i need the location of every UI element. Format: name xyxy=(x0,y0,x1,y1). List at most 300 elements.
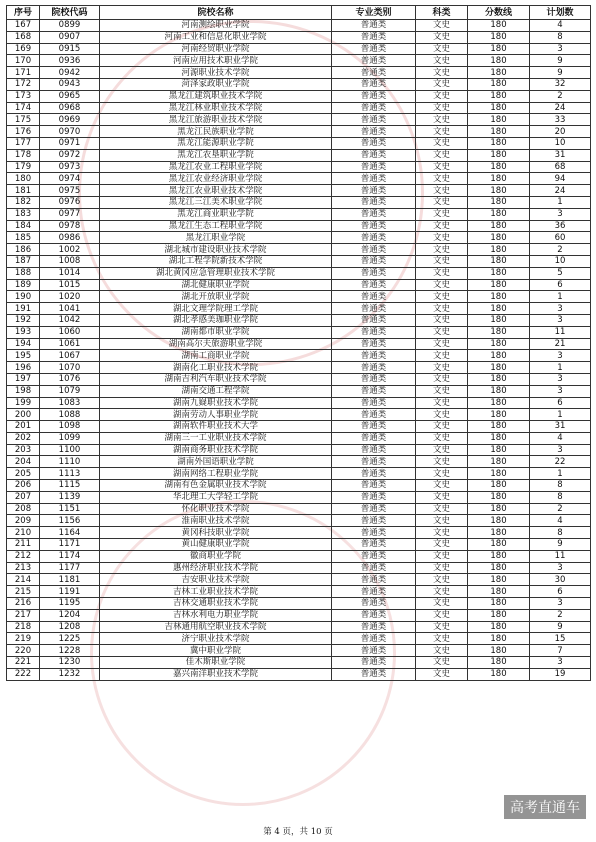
cell-index: 191 xyxy=(7,303,40,315)
cell-index: 208 xyxy=(7,503,40,515)
cell-score-line: 180 xyxy=(468,586,530,598)
cell-school-name: 黑龙江农垦职业学院 xyxy=(100,149,332,161)
cell-school-name: 湖南高尔夫旅游职业学院 xyxy=(100,338,332,350)
cell-school-code: 0978 xyxy=(40,220,100,232)
cell-school-name: 湖北开放职业学院 xyxy=(100,291,332,303)
cell-score-line: 180 xyxy=(468,173,530,185)
cell-score-line: 180 xyxy=(468,149,530,161)
cell-school-name: 黑龙江农业工程职业学院 xyxy=(100,161,332,173)
cell-score-line: 180 xyxy=(468,503,530,515)
cell-major-category: 普通类 xyxy=(332,397,416,409)
cell-index: 194 xyxy=(7,338,40,350)
cell-school-name: 黄山健康职业学院 xyxy=(100,539,332,551)
cell-school-name: 河源职业技术学院 xyxy=(100,67,332,79)
table-row xyxy=(7,409,591,421)
cell-plan-count: 4 xyxy=(530,20,591,32)
cell-index: 188 xyxy=(7,267,40,279)
cell-score-line: 180 xyxy=(468,208,530,220)
cell-plan-count: 33 xyxy=(530,114,591,126)
cell-index: 209 xyxy=(7,515,40,527)
cell-school-code: 1083 xyxy=(40,397,100,409)
cell-school-code: 1008 xyxy=(40,255,100,267)
cell-subject-type: 文史 xyxy=(416,633,468,645)
cell-plan-count: 10 xyxy=(530,137,591,149)
cell-score-line: 180 xyxy=(468,102,530,114)
table-header-row xyxy=(7,6,591,20)
cell-subject-type: 文史 xyxy=(416,657,468,669)
cell-subject-type: 文史 xyxy=(416,43,468,55)
cell-index: 168 xyxy=(7,31,40,43)
cell-school-code: 1230 xyxy=(40,657,100,669)
cell-subject-type: 文史 xyxy=(416,137,468,149)
cell-score-line: 180 xyxy=(468,279,530,291)
cell-index: 186 xyxy=(7,244,40,256)
cell-score-line: 180 xyxy=(468,90,530,102)
cell-school-code: 1042 xyxy=(40,314,100,326)
table-row xyxy=(7,314,591,326)
cell-index: 170 xyxy=(7,55,40,67)
cell-school-name: 湖南网络工程职业学院 xyxy=(100,468,332,480)
cell-school-name: 河南测绘职业学院 xyxy=(100,20,332,32)
cell-score-line: 180 xyxy=(468,314,530,326)
cell-school-code: 1041 xyxy=(40,303,100,315)
cell-major-category: 普通类 xyxy=(332,421,416,433)
cell-score-line: 180 xyxy=(468,491,530,503)
cell-school-name: 河南应用技术职业学院 xyxy=(100,55,332,67)
table-row xyxy=(7,137,591,149)
cell-major-category: 普通类 xyxy=(332,503,416,515)
cell-plan-count: 31 xyxy=(530,421,591,433)
cell-school-code: 1098 xyxy=(40,421,100,433)
cell-school-code: 1115 xyxy=(40,480,100,492)
table-row xyxy=(7,574,591,586)
cell-subject-type: 文史 xyxy=(416,161,468,173)
cell-school-code: 0969 xyxy=(40,114,100,126)
cell-plan-count: 3 xyxy=(530,444,591,456)
cell-school-name: 吉林水利电力职业学院 xyxy=(100,609,332,621)
cell-subject-type: 文史 xyxy=(416,279,468,291)
cell-plan-count: 7 xyxy=(530,645,591,657)
table-row xyxy=(7,539,591,551)
cell-plan-count: 9 xyxy=(530,55,591,67)
cell-major-category: 普通类 xyxy=(332,244,416,256)
cell-plan-count: 10 xyxy=(530,255,591,267)
cell-subject-type: 文史 xyxy=(416,303,468,315)
cell-major-category: 普通类 xyxy=(332,574,416,586)
table-row xyxy=(7,208,591,220)
cell-plan-count: 24 xyxy=(530,185,591,197)
cell-subject-type: 文史 xyxy=(416,432,468,444)
cell-plan-count: 8 xyxy=(530,480,591,492)
table-row xyxy=(7,126,591,138)
cell-score-line: 180 xyxy=(468,43,530,55)
admission-table-sheet xyxy=(6,5,590,681)
cell-plan-count: 31 xyxy=(530,149,591,161)
table-row xyxy=(7,303,591,315)
cell-subject-type: 文史 xyxy=(416,208,468,220)
cell-plan-count: 2 xyxy=(530,90,591,102)
cell-major-category: 普通类 xyxy=(332,456,416,468)
cell-major-category: 普通类 xyxy=(332,515,416,527)
cell-school-name: 黑龙江建筑职业技术学院 xyxy=(100,90,332,102)
cell-school-code: 0971 xyxy=(40,137,100,149)
table-row xyxy=(7,444,591,456)
cell-score-line: 180 xyxy=(468,350,530,362)
cell-school-code: 0943 xyxy=(40,78,100,90)
cell-school-name: 徽商职业学院 xyxy=(100,550,332,562)
cell-index: 221 xyxy=(7,657,40,669)
cell-plan-count: 9 xyxy=(530,67,591,79)
cell-score-line: 180 xyxy=(468,480,530,492)
cell-plan-count: 3 xyxy=(530,385,591,397)
table-row xyxy=(7,78,591,90)
cell-score-line: 180 xyxy=(468,185,530,197)
cell-index: 207 xyxy=(7,491,40,503)
cell-major-category: 普通类 xyxy=(332,255,416,267)
cell-score-line: 180 xyxy=(468,161,530,173)
cell-school-code: 1061 xyxy=(40,338,100,350)
cell-index: 177 xyxy=(7,137,40,149)
cell-school-name: 黑龙江旅游职业技术学院 xyxy=(100,114,332,126)
header-school-name: 院校名称 xyxy=(100,6,332,20)
cell-subject-type: 文史 xyxy=(416,491,468,503)
cell-subject-type: 文史 xyxy=(416,562,468,574)
cell-school-code: 1002 xyxy=(40,244,100,256)
cell-school-name: 黑龙江农业经济职业学院 xyxy=(100,173,332,185)
cell-index: 214 xyxy=(7,574,40,586)
cell-score-line: 180 xyxy=(468,137,530,149)
cell-subject-type: 文史 xyxy=(416,326,468,338)
cell-school-name: 湖南九嶷职业技术学院 xyxy=(100,397,332,409)
cell-major-category: 普通类 xyxy=(332,90,416,102)
cell-score-line: 180 xyxy=(468,397,530,409)
cell-school-name: 湖南劳动人事职业学院 xyxy=(100,409,332,421)
cell-plan-count: 8 xyxy=(530,527,591,539)
table-row xyxy=(7,468,591,480)
cell-major-category: 普通类 xyxy=(332,550,416,562)
cell-subject-type: 文史 xyxy=(416,586,468,598)
cell-school-code: 0970 xyxy=(40,126,100,138)
cell-school-code: 1113 xyxy=(40,468,100,480)
cell-school-name: 佳木斯职业学院 xyxy=(100,657,332,669)
cell-school-code: 1181 xyxy=(40,574,100,586)
table-row xyxy=(7,350,591,362)
cell-school-code: 1225 xyxy=(40,633,100,645)
table-row xyxy=(7,173,591,185)
cell-school-code: 1228 xyxy=(40,645,100,657)
cell-subject-type: 文史 xyxy=(416,515,468,527)
cell-index: 205 xyxy=(7,468,40,480)
cell-index: 169 xyxy=(7,43,40,55)
cell-score-line: 180 xyxy=(468,527,530,539)
cell-school-code: 1151 xyxy=(40,503,100,515)
cell-subject-type: 文史 xyxy=(416,350,468,362)
cell-index: 213 xyxy=(7,562,40,574)
cell-school-name: 黑龙江三江美术职业学院 xyxy=(100,196,332,208)
cell-score-line: 180 xyxy=(468,78,530,90)
header-school-code: 院校代码 xyxy=(40,6,100,20)
cell-school-name: 湖南吉利汽车职业技术学院 xyxy=(100,373,332,385)
cell-plan-count: 6 xyxy=(530,586,591,598)
cell-school-code: 1099 xyxy=(40,432,100,444)
cell-subject-type: 文史 xyxy=(416,126,468,138)
cell-subject-type: 文史 xyxy=(416,444,468,456)
cell-index: 219 xyxy=(7,633,40,645)
cell-plan-count: 3 xyxy=(530,373,591,385)
cell-plan-count: 20 xyxy=(530,126,591,138)
table-row xyxy=(7,255,591,267)
cell-score-line: 180 xyxy=(468,232,530,244)
cell-school-name: 黑龙江职业学院 xyxy=(100,232,332,244)
cell-major-category: 普通类 xyxy=(332,444,416,456)
cell-index: 197 xyxy=(7,373,40,385)
cell-score-line: 180 xyxy=(468,114,530,126)
cell-score-line: 180 xyxy=(468,609,530,621)
cell-score-line: 180 xyxy=(468,255,530,267)
cell-score-line: 180 xyxy=(468,373,530,385)
cell-major-category: 普通类 xyxy=(332,668,416,680)
cell-index: 195 xyxy=(7,350,40,362)
cell-plan-count: 60 xyxy=(530,232,591,244)
cell-score-line: 180 xyxy=(468,456,530,468)
cell-subject-type: 文史 xyxy=(416,527,468,539)
cell-school-code: 1156 xyxy=(40,515,100,527)
table-row xyxy=(7,244,591,256)
cell-plan-count: 15 xyxy=(530,633,591,645)
cell-major-category: 普通类 xyxy=(332,20,416,32)
cell-major-category: 普通类 xyxy=(332,598,416,610)
cell-subject-type: 文史 xyxy=(416,267,468,279)
cell-school-name: 怀化职业技术学院 xyxy=(100,503,332,515)
header-index: 序号 xyxy=(7,6,40,20)
cell-school-code: 1070 xyxy=(40,362,100,374)
cell-school-name: 黑龙江林业职业技术学院 xyxy=(100,102,332,114)
cell-school-code: 1208 xyxy=(40,621,100,633)
cell-plan-count: 3 xyxy=(530,208,591,220)
cell-school-code: 0965 xyxy=(40,90,100,102)
cell-subject-type: 文史 xyxy=(416,668,468,680)
cell-major-category: 普通类 xyxy=(332,314,416,326)
cell-index: 187 xyxy=(7,255,40,267)
cell-score-line: 180 xyxy=(468,326,530,338)
table-row xyxy=(7,657,591,669)
table-row xyxy=(7,338,591,350)
table-row xyxy=(7,20,591,32)
cell-index: 203 xyxy=(7,444,40,456)
cell-plan-count: 21 xyxy=(530,338,591,350)
cell-index: 211 xyxy=(7,539,40,551)
cell-plan-count: 3 xyxy=(530,303,591,315)
cell-plan-count: 3 xyxy=(530,314,591,326)
cell-major-category: 普通类 xyxy=(332,114,416,126)
cell-school-name: 湖南三一工业职业技术学院 xyxy=(100,432,332,444)
cell-major-category: 普通类 xyxy=(332,232,416,244)
cell-index: 181 xyxy=(7,185,40,197)
cell-subject-type: 文史 xyxy=(416,574,468,586)
cell-school-name: 嘉兴南洋职业技术学院 xyxy=(100,668,332,680)
cell-subject-type: 文史 xyxy=(416,480,468,492)
table-row xyxy=(7,586,591,598)
cell-school-code: 0907 xyxy=(40,31,100,43)
cell-subject-type: 文史 xyxy=(416,67,468,79)
cell-index: 204 xyxy=(7,456,40,468)
table-row xyxy=(7,31,591,43)
cell-major-category: 普通类 xyxy=(332,373,416,385)
cell-school-name: 湖北孝感美珈职业学院 xyxy=(100,314,332,326)
cell-major-category: 普通类 xyxy=(332,149,416,161)
cell-plan-count: 1 xyxy=(530,468,591,480)
cell-major-category: 普通类 xyxy=(332,161,416,173)
cell-score-line: 180 xyxy=(468,550,530,562)
cell-score-line: 180 xyxy=(468,126,530,138)
cell-school-code: 1195 xyxy=(40,598,100,610)
cell-subject-type: 文史 xyxy=(416,598,468,610)
cell-subject-type: 文史 xyxy=(416,291,468,303)
cell-school-name: 湖南工商职业学院 xyxy=(100,350,332,362)
cell-school-code: 1088 xyxy=(40,409,100,421)
cell-score-line: 180 xyxy=(468,67,530,79)
cell-score-line: 180 xyxy=(468,421,530,433)
cell-subject-type: 文史 xyxy=(416,196,468,208)
cell-school-name: 吉林交通职业技术学院 xyxy=(100,598,332,610)
cell-school-code: 0973 xyxy=(40,161,100,173)
cell-school-name: 吉安职业技术学院 xyxy=(100,574,332,586)
cell-major-category: 普通类 xyxy=(332,208,416,220)
cell-score-line: 180 xyxy=(468,574,530,586)
cell-school-code: 1060 xyxy=(40,326,100,338)
cell-school-code: 0899 xyxy=(40,20,100,32)
cell-index: 198 xyxy=(7,385,40,397)
cell-school-name: 湖南交通工程学院 xyxy=(100,385,332,397)
cell-subject-type: 文史 xyxy=(416,503,468,515)
cell-plan-count: 6 xyxy=(530,397,591,409)
cell-school-code: 0915 xyxy=(40,43,100,55)
cell-school-code: 0977 xyxy=(40,208,100,220)
cell-school-code: 1110 xyxy=(40,456,100,468)
table-row xyxy=(7,326,591,338)
table-row xyxy=(7,621,591,633)
cell-subject-type: 文史 xyxy=(416,232,468,244)
cell-score-line: 180 xyxy=(468,539,530,551)
cell-plan-count: 8 xyxy=(530,31,591,43)
cell-plan-count: 3 xyxy=(530,350,591,362)
cell-score-line: 180 xyxy=(468,291,530,303)
cell-major-category: 普通类 xyxy=(332,621,416,633)
table-row xyxy=(7,645,591,657)
cell-school-name: 湖南有色金属职业技术学院 xyxy=(100,480,332,492)
cell-plan-count: 24 xyxy=(530,102,591,114)
cell-major-category: 普通类 xyxy=(332,338,416,350)
cell-index: 212 xyxy=(7,550,40,562)
cell-plan-count: 9 xyxy=(530,621,591,633)
cell-score-line: 180 xyxy=(468,338,530,350)
table-row xyxy=(7,362,591,374)
cell-major-category: 普通类 xyxy=(332,67,416,79)
cell-score-line: 180 xyxy=(468,633,530,645)
cell-index: 185 xyxy=(7,232,40,244)
cell-plan-count: 94 xyxy=(530,173,591,185)
cell-subject-type: 文史 xyxy=(416,78,468,90)
cell-major-category: 普通类 xyxy=(332,267,416,279)
cell-subject-type: 文史 xyxy=(416,90,468,102)
cell-subject-type: 文史 xyxy=(416,244,468,256)
table-row xyxy=(7,432,591,444)
cell-score-line: 180 xyxy=(468,657,530,669)
cell-subject-type: 文史 xyxy=(416,456,468,468)
cell-school-code: 0968 xyxy=(40,102,100,114)
cell-index: 193 xyxy=(7,326,40,338)
cell-plan-count: 3 xyxy=(530,657,591,669)
table-row xyxy=(7,633,591,645)
table-row xyxy=(7,562,591,574)
cell-major-category: 普通类 xyxy=(332,78,416,90)
cell-school-name: 黄冈科技职业学院 xyxy=(100,527,332,539)
cell-plan-count: 1 xyxy=(530,196,591,208)
table-row xyxy=(7,55,591,67)
cell-major-category: 普通类 xyxy=(332,326,416,338)
cell-plan-count: 3 xyxy=(530,598,591,610)
table-row xyxy=(7,220,591,232)
cell-subject-type: 文史 xyxy=(416,609,468,621)
cell-plan-count: 4 xyxy=(530,515,591,527)
cell-school-code: 0986 xyxy=(40,232,100,244)
cell-major-category: 普通类 xyxy=(332,55,416,67)
cell-index: 200 xyxy=(7,409,40,421)
cell-index: 220 xyxy=(7,645,40,657)
watermark-label: 高考直通车 xyxy=(504,795,586,819)
cell-major-category: 普通类 xyxy=(332,279,416,291)
table-row xyxy=(7,503,591,515)
cell-school-name: 吉林工业职业技术学院 xyxy=(100,586,332,598)
cell-major-category: 普通类 xyxy=(332,385,416,397)
cell-school-code: 1015 xyxy=(40,279,100,291)
cell-plan-count: 5 xyxy=(530,267,591,279)
cell-plan-count: 9 xyxy=(530,539,591,551)
table-row xyxy=(7,149,591,161)
cell-score-line: 180 xyxy=(468,468,530,480)
cell-index: 196 xyxy=(7,362,40,374)
cell-subject-type: 文史 xyxy=(416,362,468,374)
cell-index: 206 xyxy=(7,480,40,492)
cell-subject-type: 文史 xyxy=(416,373,468,385)
cell-school-name: 湖南都市职业学院 xyxy=(100,326,332,338)
cell-subject-type: 文史 xyxy=(416,149,468,161)
table-row xyxy=(7,598,591,610)
cell-major-category: 普通类 xyxy=(332,527,416,539)
cell-school-name: 济宁职业技术学院 xyxy=(100,633,332,645)
cell-plan-count: 11 xyxy=(530,550,591,562)
cell-school-name: 黑龙江生态工程职业学院 xyxy=(100,220,332,232)
cell-plan-count: 11 xyxy=(530,326,591,338)
cell-score-line: 180 xyxy=(468,432,530,444)
cell-school-name: 湖北健康职业学院 xyxy=(100,279,332,291)
cell-major-category: 普通类 xyxy=(332,220,416,232)
cell-subject-type: 文史 xyxy=(416,421,468,433)
table-row xyxy=(7,480,591,492)
cell-score-line: 180 xyxy=(468,515,530,527)
cell-subject-type: 文史 xyxy=(416,255,468,267)
cell-index: 171 xyxy=(7,67,40,79)
cell-index: 176 xyxy=(7,126,40,138)
cell-school-code: 1232 xyxy=(40,668,100,680)
cell-major-category: 普通类 xyxy=(332,196,416,208)
cell-score-line: 180 xyxy=(468,668,530,680)
table-row xyxy=(7,397,591,409)
cell-index: 199 xyxy=(7,397,40,409)
cell-school-code: 0975 xyxy=(40,185,100,197)
cell-school-code: 1014 xyxy=(40,267,100,279)
cell-school-name: 淮南职业技术学院 xyxy=(100,515,332,527)
